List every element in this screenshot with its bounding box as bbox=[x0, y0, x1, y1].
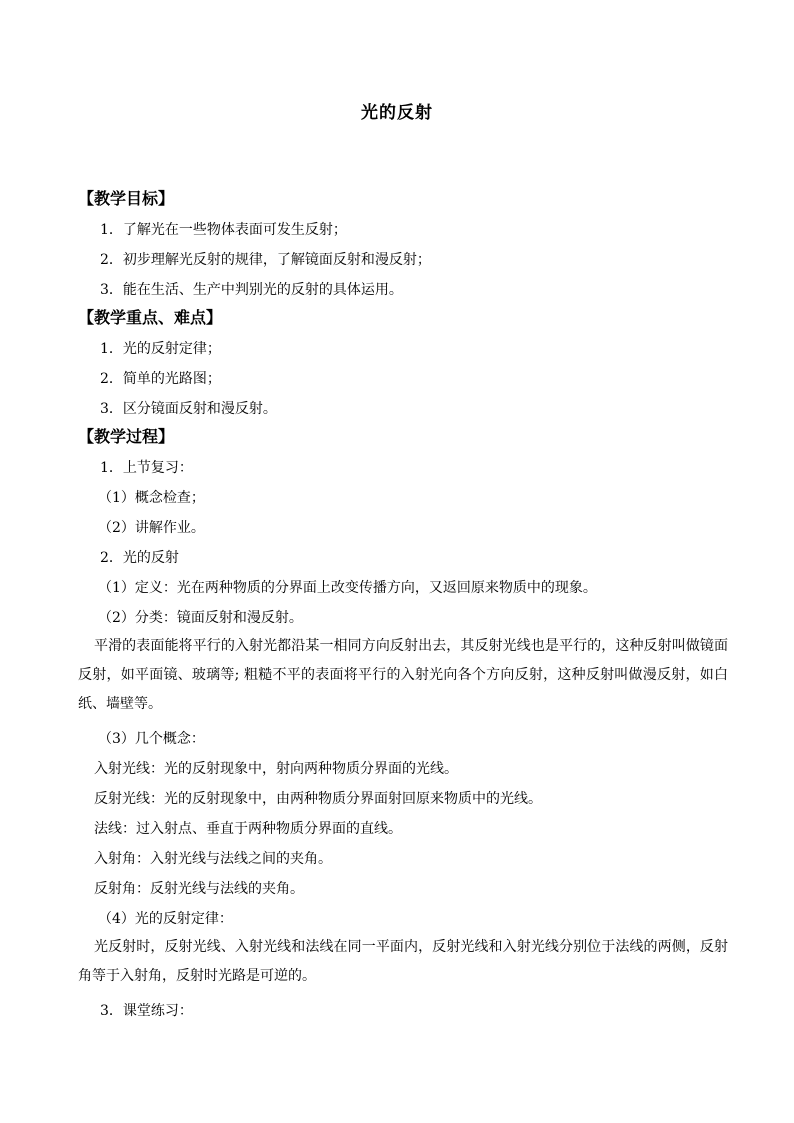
list-item: 1．光的反射定律； bbox=[100, 341, 221, 357]
concept-item: 入射光线：光的反射现象中，射向两种物质分界面的光线。 bbox=[94, 761, 458, 777]
list-item-practice: 3．课堂练习： bbox=[100, 1003, 193, 1019]
document-body bbox=[78, 188, 728, 1021]
list-item: 3．能在生活、生产中判别光的反射的具体运用。 bbox=[100, 282, 403, 298]
concepts-heading: （3）几个概念： bbox=[98, 731, 205, 747]
classification-text: （2）分类：镜面反射和漫反射。 bbox=[98, 610, 303, 626]
section-heading-process: 【教学过程】 bbox=[78, 427, 175, 446]
list-item: 3．区分镜面反射和漫反射。 bbox=[100, 401, 277, 417]
law-paragraph: 光反射时，反射光线、入射光线和法线在同一平面内，反射光线和入射光线分别位于法线的两侧，反射角等于入射角，反射时光路是可逆的。 bbox=[78, 939, 728, 984]
list-item-review: 1．上节复习： bbox=[100, 460, 193, 476]
section-heading-keypoints: 【教学重点、难点】 bbox=[78, 308, 223, 327]
list-item: 2．初步理解光反射的规律，了解镜面反射和漫反射； bbox=[100, 252, 431, 268]
law-heading: （4）光的反射定律： bbox=[98, 911, 233, 927]
list-item: 1．了解光在一些物体表面可发生反射； bbox=[100, 222, 347, 238]
page-title: 光的反射 bbox=[361, 103, 433, 123]
list-item: （2）讲解作业。 bbox=[98, 520, 205, 536]
classification-paragraph: 平滑的表面能将平行的入射光都沿某一相同方向反射出去，其反射光线也是平行的，这种反射叫做镜面反射，如平面镜、玻璃等; 粗糙不平的表面将平行的入射光向各个方向反射，这种反射叫做漫反射，如白纸、墙壁等。 bbox=[78, 638, 728, 712]
concept-item: 反射光线：光的反射现象中，由两种物质分界面射回原来物质中的光线。 bbox=[94, 791, 542, 807]
concept-item: 法线：过入射点、垂直于两种物质分界面的直线。 bbox=[94, 821, 402, 837]
concept-item: 入射角：入射光线与法线之间的夹角。 bbox=[94, 851, 332, 867]
concept-item: 反射角：反射光线与法线的夹角。 bbox=[94, 881, 304, 897]
list-item: 2．简单的光路图； bbox=[100, 371, 221, 387]
definition-text: （1）定义：光在两种物质的分界面上改变传播方向，又返回原来物质中的现象。 bbox=[98, 580, 597, 596]
section-heading-goals: 【教学目标】 bbox=[78, 189, 175, 208]
list-item-reflection: 2．光的反射 bbox=[100, 550, 179, 566]
list-item: （1）概念检查； bbox=[98, 490, 205, 506]
